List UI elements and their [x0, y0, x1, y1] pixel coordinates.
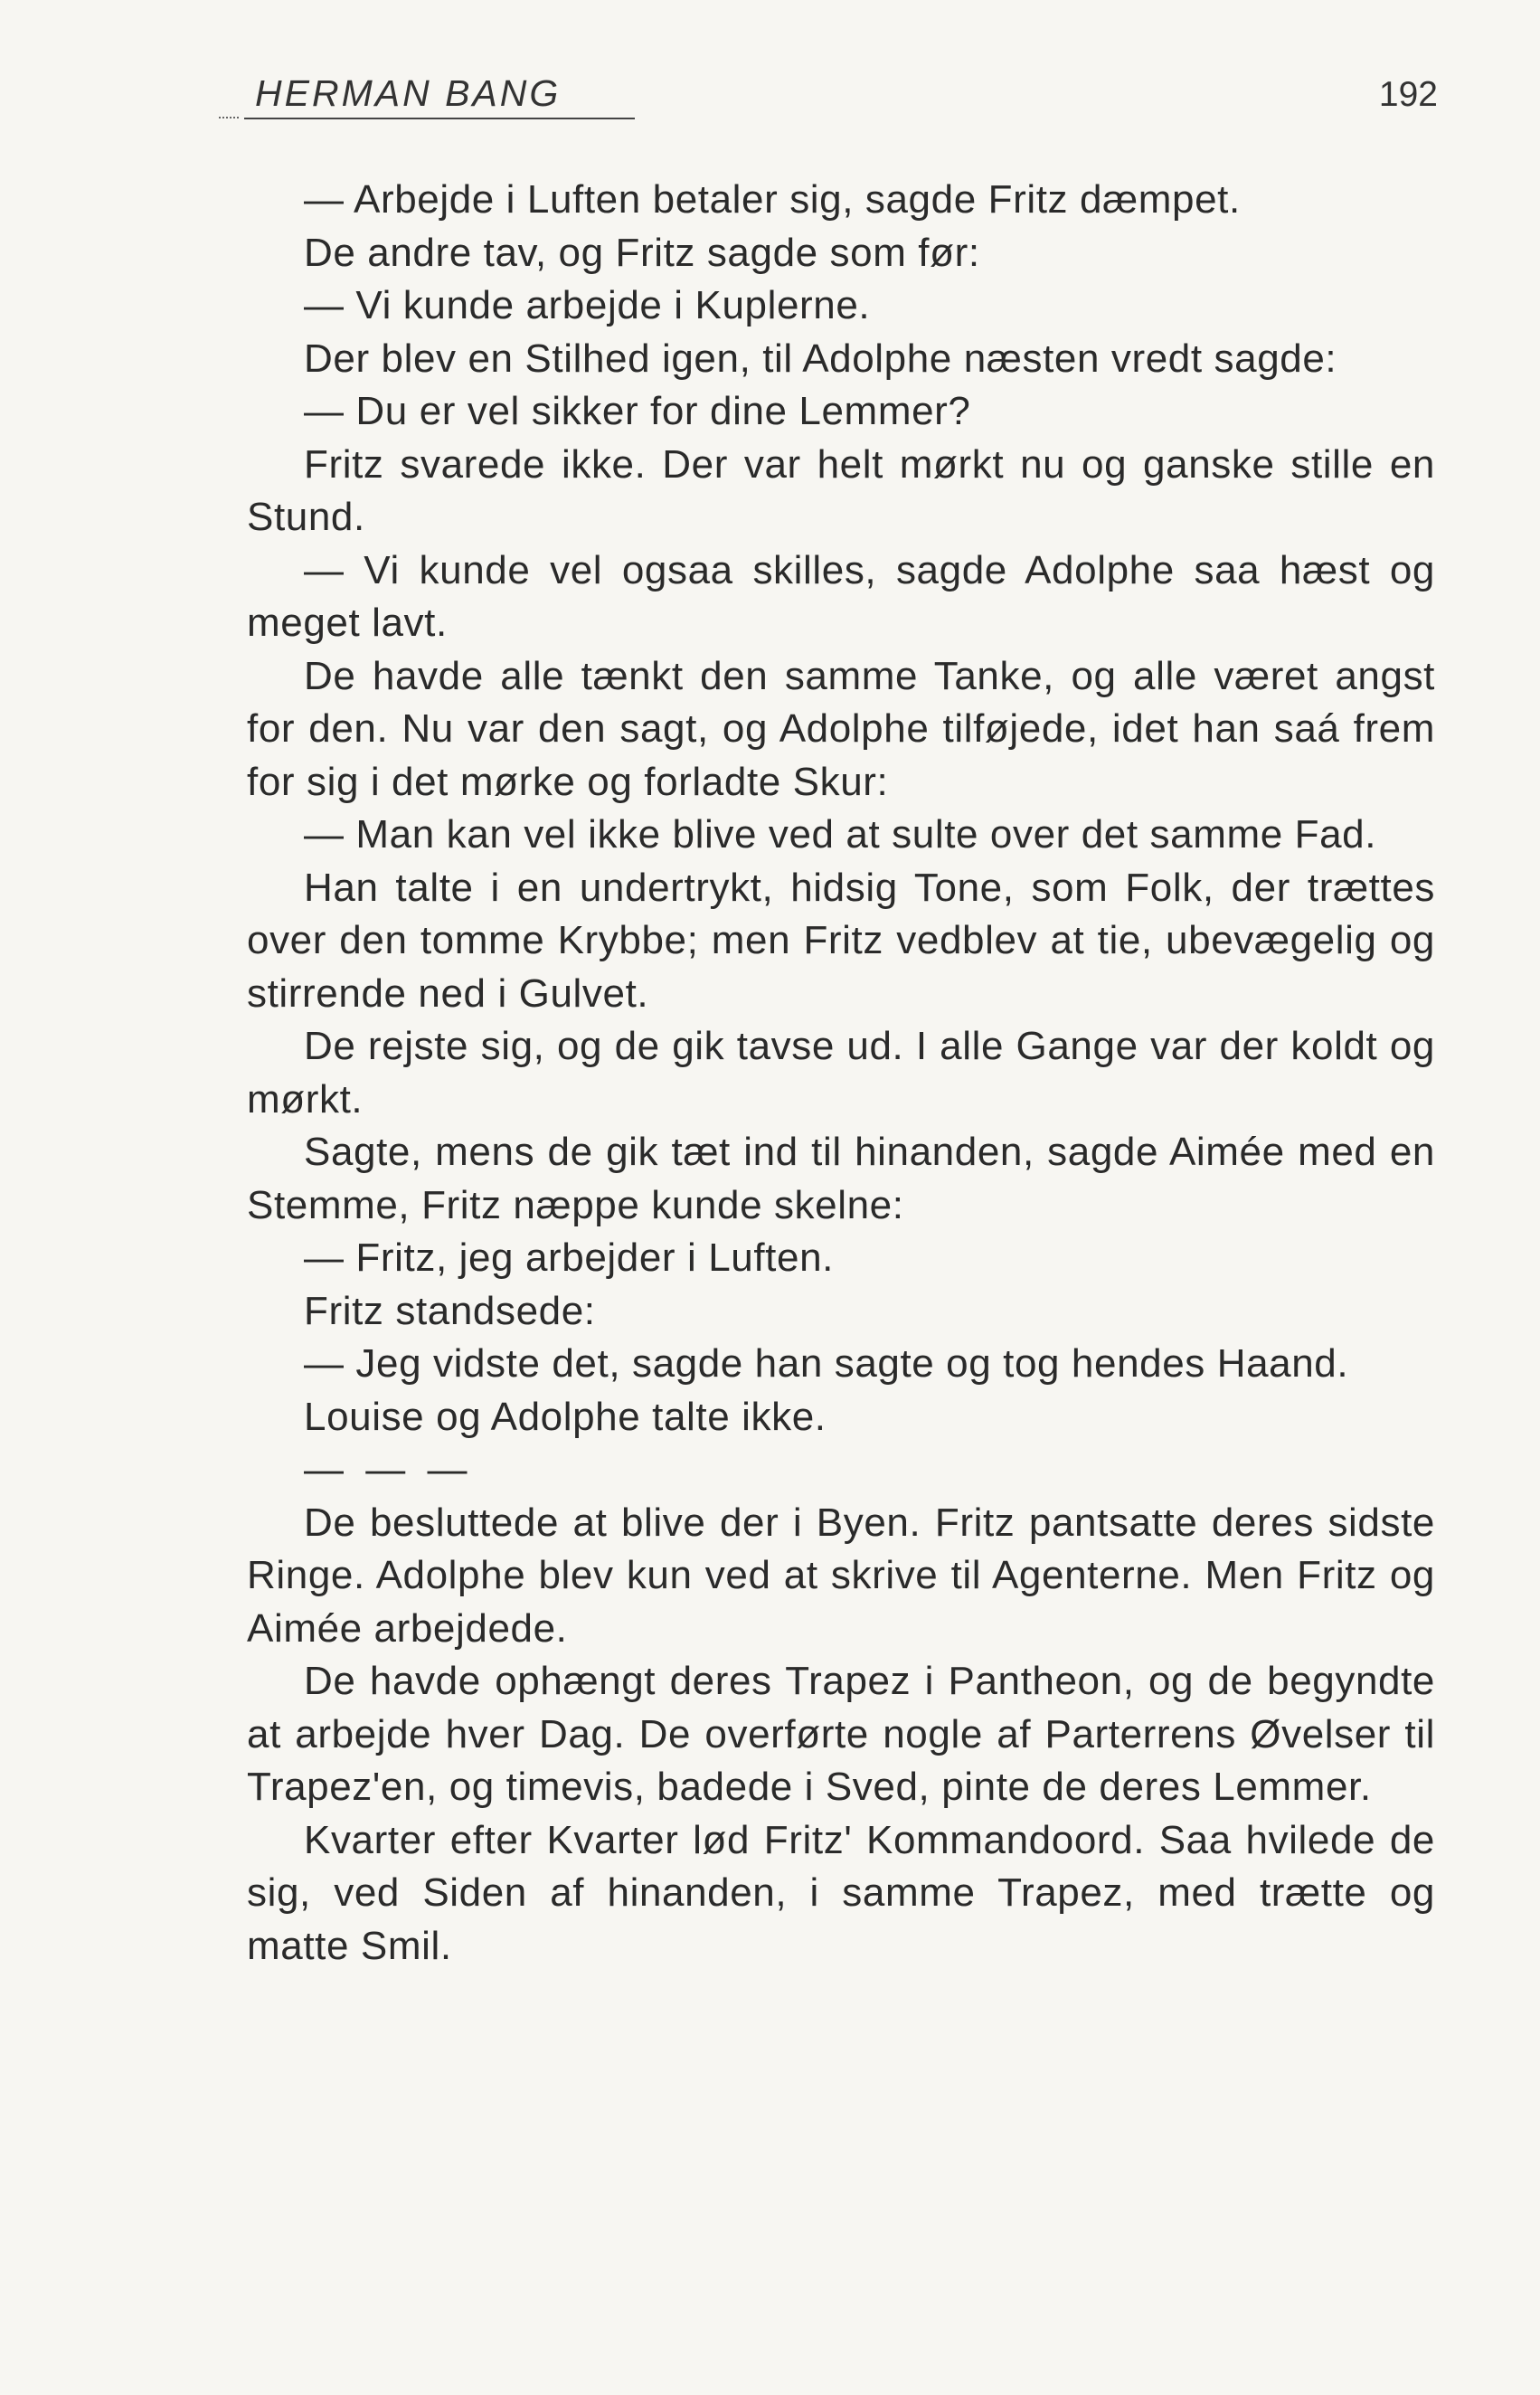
paragraph: — Fritz, jeg arbejder i Luften. — [304, 1235, 834, 1280]
header-rule-dots — [219, 117, 239, 122]
paragraph: De besluttede at blive der i Byen. Fritz pantsatte deres sidste Ringe. Adolphe blev kun ved at skrive til Agenterne. Men Fritz og Aimée arbejdede. — [247, 1500, 1435, 1651]
paragraph: De havde alle tænkt den samme Tanke, og alle været angst for den. Nu var den sagt, og Adolphe tilføjede, idet han saá frem for sig i det mørke og forladte Skur: — [247, 653, 1435, 804]
body-text — [247, 174, 1435, 1973]
section-separator: — — — — [304, 1447, 473, 1491]
paragraph: Der blev en Stilhed igen, til Adolphe næsten vredt sagde: — [304, 336, 1337, 381]
paragraph: Han talte i en undertrykt, hidsig Tone, som Folk, der trættes over den tomme Krybbe; men Fritz vedblev at tie, ubevægelig og stirrende ned i Gulvet. — [247, 865, 1435, 1016]
paragraph: De andre tav, og Fritz sagde som før: — [304, 230, 980, 275]
paragraph: Louise og Adolphe talte ikke. — [304, 1394, 827, 1439]
paragraph: — Du er vel sikker for dine Lemmer? — [304, 389, 971, 433]
page-number: 192 — [1378, 75, 1438, 114]
paragraph: Fritz svarede ikke. Der var helt mørkt nu og ganske stille en Stund. — [247, 441, 1435, 539]
header-rule — [244, 118, 635, 119]
paragraph: Sagte, mens de gik tæt ind til hinanden, sagde Aimée med en Stemme, Fritz næppe kunde skelne: — [247, 1130, 1435, 1227]
running-head-author: HERMAN BANG — [255, 72, 562, 114]
paragraph: — Vi kunde arbejde i Kuplerne. — [304, 283, 871, 327]
running-head — [244, 71, 1438, 125]
paragraph: — Vi kunde vel ogsaa skilles, sagde Adolphe saa hæst og meget lavt. — [247, 547, 1435, 645]
paragraph: Kvarter efter Kvarter lød Fritz' Kommandoord. Saa hvilede de sig, ved Siden af hinanden, i samme Trapez, med trætte og matte Smil. — [247, 1817, 1435, 1968]
paragraph: — Man kan vel ikke blive ved at sulte over det samme Fad. — [304, 812, 1377, 857]
paragraph: — Arbejde i Luften betaler sig, sagde Fritz dæmpet. — [304, 177, 1241, 222]
paragraph: De rejste sig, og de gik tavse ud. I alle Gange var der koldt og mørkt. — [247, 1024, 1435, 1122]
paragraph: — Jeg vidste det, sagde han sagte og tog hendes Haand. — [304, 1341, 1349, 1386]
paragraph: Fritz standsede: — [304, 1288, 596, 1333]
paragraph: De havde ophængt deres Trapez i Pantheon, og de begyndte at arbejde hver Dag. De overførte nogle af Parterrens Øvelser til Trapez'en, og timevis, badede i Sved, pinte de deres Lemmer. — [247, 1659, 1435, 1809]
